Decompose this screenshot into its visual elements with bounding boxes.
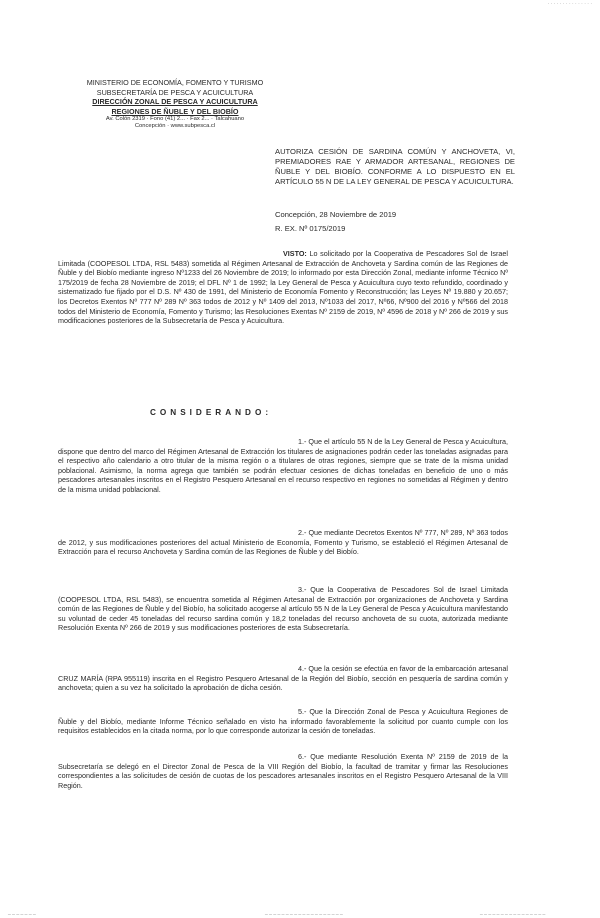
letterhead [60, 78, 290, 130]
considerando-paragraph-2 [58, 528, 508, 557]
footer-center: _ _ _ _ _ _ _ _ _ _ _ _ _ _ _ _ _ _ _ [265, 910, 343, 916]
visto-paragraph [58, 249, 508, 326]
resolution-number: R. EX. Nº 0175/2019 [275, 224, 346, 233]
considerando-paragraph-1 [58, 437, 508, 495]
considerando-paragraph-6 [58, 752, 508, 790]
paragraph-text: 4.- Que la cesión se efectúa en favor de la embarcación artesanal CRUZ MARÍA (RPA 955119) inscrita en el Registro Pesquero Artesanal de la Región del Biobío, sección en pesquería de sardina común y anchoveta; quien a su vez ha solicitado la aprobación de dicha cesión. [58, 664, 508, 693]
considerando-paragraph-3 [58, 585, 508, 633]
considerando-paragraph-4 [58, 664, 508, 693]
considerando-paragraph-5 [58, 707, 508, 736]
paragraph-text: 2.- Que mediante Decretos Exentos Nº 777, Nº 289, Nº 363 todos de 2012, y sus modificaciones posteriores del actual Ministerio de Economía, Fomento y Turismo, se estableció el Régimen Artesanal de Extracción para el recurso Anchoveta y Sardina común de las Regiones de Ñuble y del Biobío. [58, 528, 508, 557]
paragraph-text: 3.- Que la Cooperativa de Pescadores Sol de Israel Limitada (COOPESOL LTDA, RSL 5483), se encuentra sometida al Régimen Artesanal de Extracción por organizaciones de Anchoveta y Sardina común de las Regiones de Ñuble y del Biobío, ha solicitado acogerse al artículo 55 N de la Ley General de Pesca y Acuicultura manifestando su voluntad de ceder 45 toneladas del recurso sardina común y 18,2 toneladas del recurso anchoveta de su cuota, autorizada mediante Resolución Exenta Nº 266 de 2019 y sus modificaciones posteriores de esta Subsecretaría. [58, 585, 508, 633]
ministry-name: MINISTERIO DE ECONOMÍA, FOMENTO Y TURISMO [86, 78, 264, 87]
paragraph-text: 1.- Que el artículo 55 N de la Ley General de Pesca y Acuicultura, dispone que dentro del marco del Régimen Artesanal de Extracción los titulares de asignaciones podrán ceder las toneladas asignadas para el respectivo año calendario a otro titular de la misma región o a titulares de otras regiones, siempre que se trate de la misma unidad poblacional. Asimismo, la norma agrega que también se podrán efectuar cesiones de dichas toneladas en beneficio de uno o más pescadores artesanales inscritos en el Registro Pesquero Artesanal en el recurso respectivo en regiones no sometidas al Régimen y dentro de la misma unidad poblacional. [58, 437, 508, 494]
paragraph-text: 6.- Que mediante Resolución Exenta Nº 2159 de 2019 de la Subsecretaría se delegó en el Director Zonal de Pesca de la VIII Región del Biobío, la facultad de tramitar y firmar las Resoluciones correspondientes a las solicitudes de cesión de cuotas de los pescadores artesanales inscritos en el Registro Pesquero Artesanal de la VIII Región. [58, 752, 508, 790]
visto-text: Lo solicitado por la Cooperativa de Pescadores Sol de Israel Limitada (COOPESOL LTDA, RSL 5483) sometida al Régimen Artesanal de Extracción de Anchoveta y Sardina común de las Regiones de Ñuble y del Biobío mediante ingreso Nº1233 del 26 Noviembre de 2019; lo informado por esta Dirección Zonal, mediante informe Técnico Nº 175/2019 de fecha 28 Noviembre de 2019; el DFL Nº 1 de 1992; la Ley General de Pesca y Acuicultura cuyo texto refundido, coordinado y sistematizado fue fijado por el D.S. Nº 430 de 1991, del Ministerio de Economía Fomento y Reconstrucción; las Leyes Nº 19.880 y 20.657; los Decretos Exentos Nº 777 Nº 289 Nº 363 todos de 2012 y Nº 1409 del 2013, Nº1033 del 2017, Nº66, Nº900 del 2016 y Nº566 del 2018 todos del Ministerio de Economía, Fomento y Turismo; las Resoluciones Exentas Nº 2159 de 2019, Nº 4596 de 2018 y Nº 266 de 2019 y sus modificaciones posteriores de la Subsecretaría de Pesca y Acuicultura. [58, 249, 508, 326]
footer-left: _ _ _ _ _ _ _ [8, 910, 36, 916]
direccion-zonal: DIRECCIÓN ZONAL DE PESCA Y ACUICULTURA [92, 97, 258, 106]
address-line-1: Av. Colón 2319 · Fono (41) 2... · Fax 2... · Talcahuano [105, 116, 245, 122]
footer-right: _ _ _ _ _ _ _ _ _ _ _ _ _ _ _ _ [480, 910, 546, 916]
subsecretaria-name: SUBSECRETARÍA DE PESCA Y ACUICULTURA [96, 87, 254, 97]
considerando-heading: CONSIDERANDO: [150, 408, 273, 417]
regiones-name: REGIONES DE ÑUBLE Y DEL BIOBÍO [111, 106, 239, 116]
place-date: Concepción, 28 Noviembre de 2019 [275, 210, 397, 219]
top-mark: · · · · · · · · · · · · · · · [547, 1, 592, 7]
resolution-subject: AUTORIZA CESIÓN DE SARDINA COMÚN Y ANCHOVETA, VI, PREMIADORES RAE Y ARMADOR ARTESANAL, REGIONES DE ÑUBLE Y DEL BIOBÍO. CONFORME A LO DISPUESTO EN EL ARTÍCULO 55 N DE LA LEY GENERAL DE PESCA Y ACUICULTURA. [275, 147, 515, 186]
address-line-2: Concepción · www.subpesca.cl [134, 123, 216, 129]
paragraph-text: 5.- Que la Dirección Zonal de Pesca y Acuicultura Regiones de Ñuble y del Biobío, mediante Informe Técnico señalado en visto ha informado favorablemente la solicitud por cuanto cumple con los requisitos establecidos en la citada norma, por lo que corresponde autorizar la cesión de toneladas. [58, 707, 508, 736]
visto-label: VISTO: [283, 249, 307, 258]
